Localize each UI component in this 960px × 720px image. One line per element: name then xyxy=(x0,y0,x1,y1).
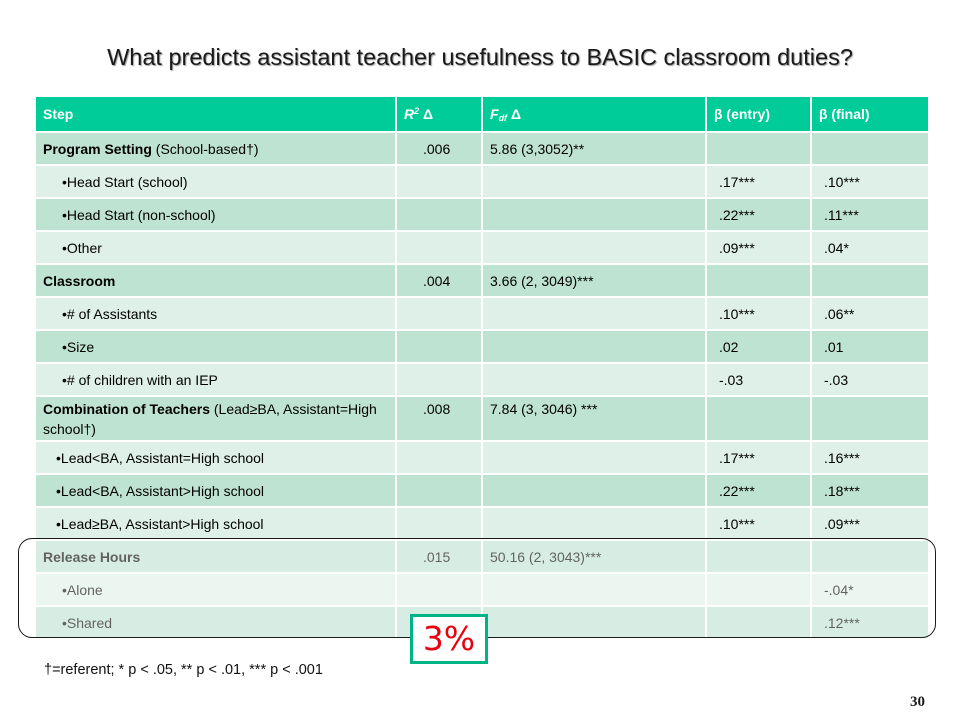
step-cell: Release Hours xyxy=(35,540,396,573)
beta-entry-cell: .02 xyxy=(706,330,811,363)
beta-entry-cell xyxy=(706,606,811,639)
beta-entry-cell: .10*** xyxy=(706,297,811,330)
beta-entry-cell xyxy=(706,540,811,573)
r2-cell xyxy=(396,363,482,396)
table-row xyxy=(35,474,929,507)
beta-entry-cell: .17*** xyxy=(706,441,811,474)
step-cell: •Lead<BA, Assistant=High school xyxy=(35,441,396,474)
header-step: Step xyxy=(35,96,396,132)
r2-cell: .008 xyxy=(396,396,482,441)
step-cell: •# of Assistants xyxy=(35,297,396,330)
regression-table xyxy=(34,95,930,640)
beta-entry-cell: .09*** xyxy=(706,231,811,264)
r2-cell: .015 xyxy=(396,540,482,573)
table-row xyxy=(35,231,929,264)
beta-final-cell xyxy=(811,540,929,573)
f-cell xyxy=(482,330,706,363)
table-header-row xyxy=(35,96,929,132)
beta-final-cell: -.04* xyxy=(811,573,929,606)
r2-cell xyxy=(396,231,482,264)
f-cell: 50.16 (2, 3043)*** xyxy=(482,540,706,573)
beta-final-cell xyxy=(811,264,929,297)
step-cell: •Lead≥BA, Assistant>High school xyxy=(35,507,396,540)
step-cell: •Head Start (non-school) xyxy=(35,198,396,231)
f-cell xyxy=(482,165,706,198)
beta-final-cell: .06** xyxy=(811,297,929,330)
footnote: †=referent; * p < .05, ** p < .01, *** p < .001 xyxy=(44,662,323,678)
r2-cell xyxy=(396,441,482,474)
r2-cell: .004 xyxy=(396,264,482,297)
r2-cell xyxy=(396,165,482,198)
table-row xyxy=(35,396,929,441)
r2-cell xyxy=(396,507,482,540)
beta-entry-cell xyxy=(706,573,811,606)
step-cell: Combination of Teachers (Lead≥BA, Assistant=High school†) xyxy=(35,396,396,441)
f-cell: 7.84 (3, 3046) *** xyxy=(482,396,706,441)
table-row xyxy=(35,132,929,165)
table-row xyxy=(35,297,929,330)
beta-final-cell: .11*** xyxy=(811,198,929,231)
beta-final-cell: .04* xyxy=(811,231,929,264)
f-cell xyxy=(482,606,706,639)
step-cell: •Alone xyxy=(35,573,396,606)
f-cell xyxy=(482,363,706,396)
beta-final-cell: .18*** xyxy=(811,474,929,507)
step-cell: Classroom xyxy=(35,264,396,297)
table-row xyxy=(35,363,929,396)
table-row xyxy=(35,573,929,606)
header-beta-final: β (final) xyxy=(811,96,929,132)
step-cell: •# of children with an IEP xyxy=(35,363,396,396)
header-f-delta: $F_{df}$ Δ xyxy=(482,96,706,132)
beta-final-cell xyxy=(811,132,929,165)
beta-entry-cell: .22*** xyxy=(706,198,811,231)
table-row xyxy=(35,540,929,573)
beta-entry-cell: .22*** xyxy=(706,474,811,507)
beta-entry-cell xyxy=(706,132,811,165)
beta-final-cell: .16*** xyxy=(811,441,929,474)
slide-title: What predicts assistant teacher usefulness to BASIC classroom duties? xyxy=(107,44,853,70)
f-cell xyxy=(482,231,706,264)
r2-cell xyxy=(396,297,482,330)
beta-entry-cell xyxy=(706,264,811,297)
beta-final-cell: .10*** xyxy=(811,165,929,198)
callout-percent-box: 3% xyxy=(410,614,488,664)
f-cell xyxy=(482,297,706,330)
beta-final-cell xyxy=(811,396,929,441)
f-cell xyxy=(482,474,706,507)
table-row xyxy=(35,198,929,231)
step-cell: •Size xyxy=(35,330,396,363)
beta-final-cell: .01 xyxy=(811,330,929,363)
table-row xyxy=(35,264,929,297)
header-beta-entry: β (entry) xyxy=(706,96,811,132)
r2-cell xyxy=(396,198,482,231)
table-row xyxy=(35,507,929,540)
table-row xyxy=(35,165,929,198)
step-cell: •Lead<BA, Assistant>High school xyxy=(35,474,396,507)
beta-final-cell: .12*** xyxy=(811,606,929,639)
step-cell: •Head Start (school) xyxy=(35,165,396,198)
f-cell xyxy=(482,198,706,231)
f-cell xyxy=(482,573,706,606)
f-cell: 5.86 (3,3052)** xyxy=(482,132,706,165)
beta-entry-cell: .17*** xyxy=(706,165,811,198)
page-number: 30 xyxy=(910,694,925,710)
step-cell: •Other xyxy=(35,231,396,264)
beta-final-cell: .09*** xyxy=(811,507,929,540)
step-cell: •Shared xyxy=(35,606,396,639)
r2-cell: .006 xyxy=(396,132,482,165)
r2-cell xyxy=(396,573,482,606)
beta-entry-cell: -.03 xyxy=(706,363,811,396)
r2-cell xyxy=(396,330,482,363)
table-row xyxy=(35,441,929,474)
beta-entry-cell: .10*** xyxy=(706,507,811,540)
beta-entry-cell xyxy=(706,396,811,441)
header-r2-delta: $R^2$ Δ xyxy=(396,96,482,132)
f-cell xyxy=(482,507,706,540)
f-cell xyxy=(482,441,706,474)
table-row xyxy=(35,330,929,363)
r2-cell xyxy=(396,474,482,507)
f-cell: 3.66 (2, 3049)*** xyxy=(482,264,706,297)
beta-final-cell: -.03 xyxy=(811,363,929,396)
step-cell: Program Setting (School-based†) xyxy=(35,132,396,165)
